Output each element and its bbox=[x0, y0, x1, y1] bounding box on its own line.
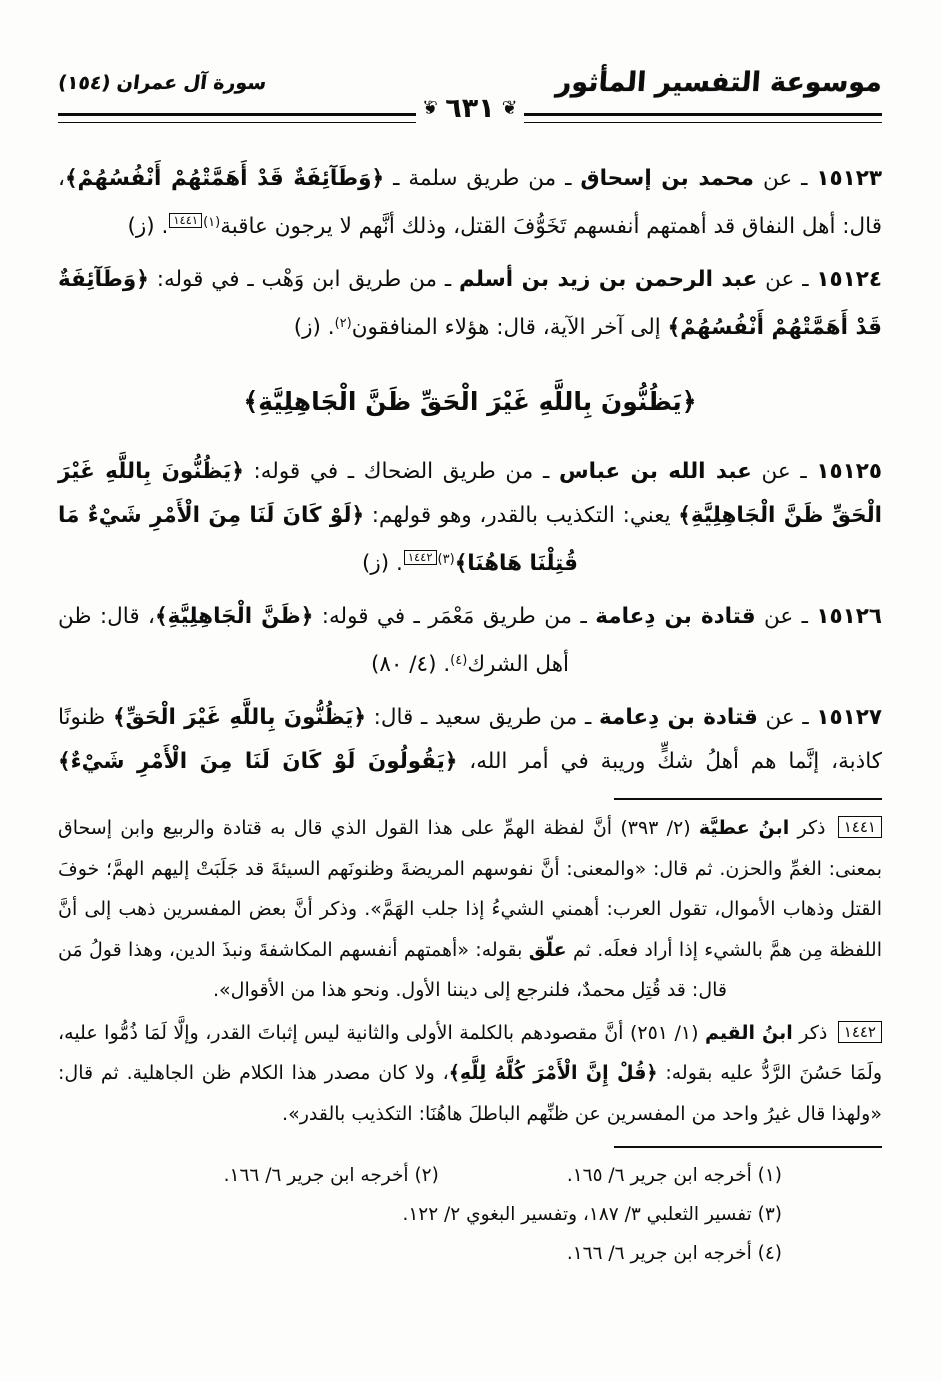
text-segment: ذكر bbox=[792, 1021, 834, 1044]
text-segment: ـ من طريق سعيد ـ قال: bbox=[365, 705, 599, 730]
entry-number: ١٥١٢٥ bbox=[816, 459, 882, 484]
text-segment: ابنُ عطيَّة bbox=[698, 817, 790, 839]
text-segment: ، ولا كان مصدر هذا الكلام ظن الجاهلية. ثم قال: «ولهذا قال غيرُ واحد من المفسرين عن ظنِّهم الباطلَ هاهُنَا: التكذيب بالقدر». bbox=[58, 1062, 882, 1125]
quran-quote: ﴿يَظُنُّونَ بِاللَّهِ غَيْرَ الْحَقِّ ظَنَّ الْجَاهِلِيَّةِ﴾ bbox=[58, 459, 883, 528]
header-divider bbox=[58, 93, 882, 133]
quran-quote: ﴿قُلْ إِنَّ الْأَمْرَ كُلَّهُ لِلَّهِ﴾ bbox=[448, 1062, 658, 1084]
text-segment: ذكر bbox=[789, 817, 834, 839]
entry-number: ١٥١٢٧ bbox=[816, 705, 883, 730]
text-segment: إلى آخر الآية، قال: هؤلاء المنافقون bbox=[351, 315, 668, 340]
text-segment: (٢/ ٣٩٣) أنَّ لفظة الهمِّ على هذا القول الذي قال به قتادة والربيع وابن إسحاق بمعنى: الغمِّ والحزن. ثم قال: «والمعنى: أنَّ نفوسهم المريضةَ وظنونَهم السيئةَ قد جَلَبَتْ إليهم الهمَّ؛ خوفَ القتل وذهاب الأموال، تقول العرب: أهمني الشيءُ إذا جلب الهَمَّ». وذكر أنَّ بعض المفسرين ذهب إلى أنَّ اللفظة مِن همَّ بالشيء إذا أراد فعلَه. ثم bbox=[58, 817, 882, 961]
tafsir-entry bbox=[58, 450, 882, 586]
text-segment: . (ز) bbox=[362, 551, 403, 576]
reference-item: (١) أخرجه ابن جرير ٦/ ١٦٥. bbox=[566, 1165, 782, 1186]
surah-title: سورة آل عمران (١٥٤) bbox=[56, 72, 268, 94]
reference-item: (٢) أخرجه ابن جرير ٦/ ١٦٦. bbox=[223, 1165, 439, 1186]
text-segment: ابنُ القيم bbox=[705, 1021, 793, 1044]
header-rule-right bbox=[524, 113, 882, 123]
footnote-ref-mark: (٣) bbox=[437, 552, 455, 567]
reference-row bbox=[58, 1195, 782, 1234]
text-segment: ـ عن bbox=[755, 604, 817, 629]
references-separator bbox=[614, 1146, 882, 1148]
text-segment: ـ من طريق الضحاك ـ في قوله: bbox=[243, 459, 559, 484]
quran-quote: ﴿ظَنَّ الْجَاهِلِيَّةِ﴾ bbox=[154, 604, 314, 629]
boxed-note-number: ١٤٤١ bbox=[169, 213, 202, 228]
text-segment: ـ عن bbox=[753, 166, 817, 191]
reference-row bbox=[58, 1234, 782, 1273]
commentary-section bbox=[58, 808, 882, 1134]
header-titles-row bbox=[58, 42, 882, 98]
footnote-ref-mark: (٤) bbox=[450, 653, 468, 668]
entry-number: ١٥١٢٣ bbox=[816, 166, 882, 191]
text-segment: عبد الرحمن بن زيد بن أسلم bbox=[458, 267, 758, 292]
footnote-ref-mark: (٢) bbox=[334, 316, 352, 331]
header-rule-left bbox=[58, 113, 416, 123]
commentary-note bbox=[58, 808, 882, 1011]
floral-ornament-icon: ❦ bbox=[501, 97, 518, 119]
footnote-ref-mark: (١) bbox=[203, 215, 221, 230]
entry-number: ١٥١٢٤ bbox=[816, 267, 883, 292]
text-segment: بقوله: «أهمتهم أنفسهم المكاشفةَ ونبذَ الدين، وهذا قولُ مَن قال: قد قُتِل محمدٌ، فلنرجع إلى ديننا الأول. ونحو هذا من الأقوال». bbox=[58, 938, 727, 1001]
entry-number: ١٥١٢٦ bbox=[816, 604, 883, 629]
quran-quote: ﴿وَطَآئِفَةٌ قَدْ أَهَمَّتْهُمْ أَنْفُسُهُمْ﴾ bbox=[64, 166, 385, 191]
tafsir-entry bbox=[58, 595, 882, 687]
text-segment: ـ من طريق سلمة ـ bbox=[384, 166, 581, 191]
boxed-note-number: ١٤٤٢ bbox=[404, 550, 437, 565]
reference-item: (٣) تفسير الثعلبي ٣/ ١٨٧، وتفسير البغوي ٢/ ١٢٢. bbox=[402, 1204, 782, 1225]
text-segment: ، قال: أهل النفاق قد أهمتهم أنفسهم تَخَوُّفَ القتل، وذلك أنَّهم لا يرجون عاقبة bbox=[58, 166, 882, 239]
quran-quote: ﴿يَقُولُونَ لَوْ كَانَ لَنَا مِنَ الْأَمْرِ شَيْءٌ﴾ bbox=[58, 749, 458, 774]
verse-heading: ﴿يَظُنُّونَ بِاللَّهِ غَيْرَ الْحَقِّ ظَنَّ الْجَاهِلِيَّةِ﴾ bbox=[243, 387, 697, 416]
book-title: موسوعة التفسير المأثور bbox=[554, 67, 884, 98]
main-text bbox=[58, 157, 882, 784]
reference-row bbox=[58, 1156, 782, 1195]
text-segment: ظنونًا كاذبة، إنَّما هم أهلُ شكٍّ وريبة في أمر الله، bbox=[58, 705, 882, 774]
text-segment: ـ عن bbox=[751, 459, 817, 484]
text-segment: علّق bbox=[528, 938, 567, 961]
text-segment: ـ من طريق مَعْمَر ـ في قوله: bbox=[313, 604, 596, 629]
text-segment: عبد الله بن عباس bbox=[558, 459, 752, 484]
text-segment: قتادة بن دِعامة bbox=[595, 604, 756, 629]
quran-quote: ﴿يَظُنُّونَ بِاللَّهِ غَيْرَ الْحَقِّ﴾ bbox=[112, 705, 366, 730]
tafsir-entry bbox=[58, 157, 882, 249]
commentary-note bbox=[58, 1013, 882, 1135]
reference-item: (٤) أخرجه ابن جرير ٦/ ١٦٦. bbox=[566, 1243, 782, 1264]
boxed-note-number: ١٤٤١ bbox=[838, 816, 882, 838]
floral-ornament-icon: ❦ bbox=[422, 97, 439, 119]
text-segment: (١/ ٢٥١) أنَّ مقصودهم بالكلمة الأولى والثانية ليس إثباتَ القدر، وإلَّا لَمَا ذُمُّوا عليه، ولَمَا حَسُنَ الرَّدُّ عليه بقوله: bbox=[58, 1021, 883, 1084]
commentary-separator bbox=[614, 798, 882, 800]
references-section bbox=[58, 1156, 882, 1273]
text-segment: يعني: التكذيب بالقدر، وهو قولهم: bbox=[364, 503, 679, 528]
quran-quote: ﴿وَطَآئِفَةٌ قَدْ أَهَمَّتْهُمْ أَنْفُسُهُمْ﴾ bbox=[58, 267, 882, 340]
entries-section-bottom bbox=[58, 450, 882, 784]
entries-section-top bbox=[58, 157, 882, 350]
page-header bbox=[58, 42, 882, 133]
page-number: ٦٣١ bbox=[445, 93, 495, 124]
text-segment: ـ عن bbox=[757, 705, 817, 730]
text-segment: . (ز) bbox=[127, 214, 169, 239]
page-number-box bbox=[416, 93, 523, 124]
text-segment: ، قال: ظن أهل الشرك bbox=[58, 604, 570, 677]
text-segment: . (٤/ ٨٠) bbox=[370, 652, 451, 677]
text-segment: . (ز) bbox=[293, 315, 335, 340]
text-segment: ـ عن bbox=[757, 267, 817, 292]
text-segment: ـ من طريق ابن وَهْب ـ في قوله: bbox=[148, 267, 459, 292]
tafsir-entry bbox=[58, 258, 882, 350]
text-segment: قتادة بن دِعامة bbox=[598, 705, 758, 730]
tafsir-entry bbox=[58, 696, 882, 784]
text-segment: محمد بن إسحاق bbox=[580, 166, 754, 191]
boxed-note-number: ١٤٤٢ bbox=[838, 1021, 882, 1043]
quran-quote: ﴿لَوْ كَانَ لَنَا مِنَ الْأَمْرِ شَيْءٌ مَا قُتِلْنَا هَاهُنَا﴾ bbox=[58, 503, 578, 576]
